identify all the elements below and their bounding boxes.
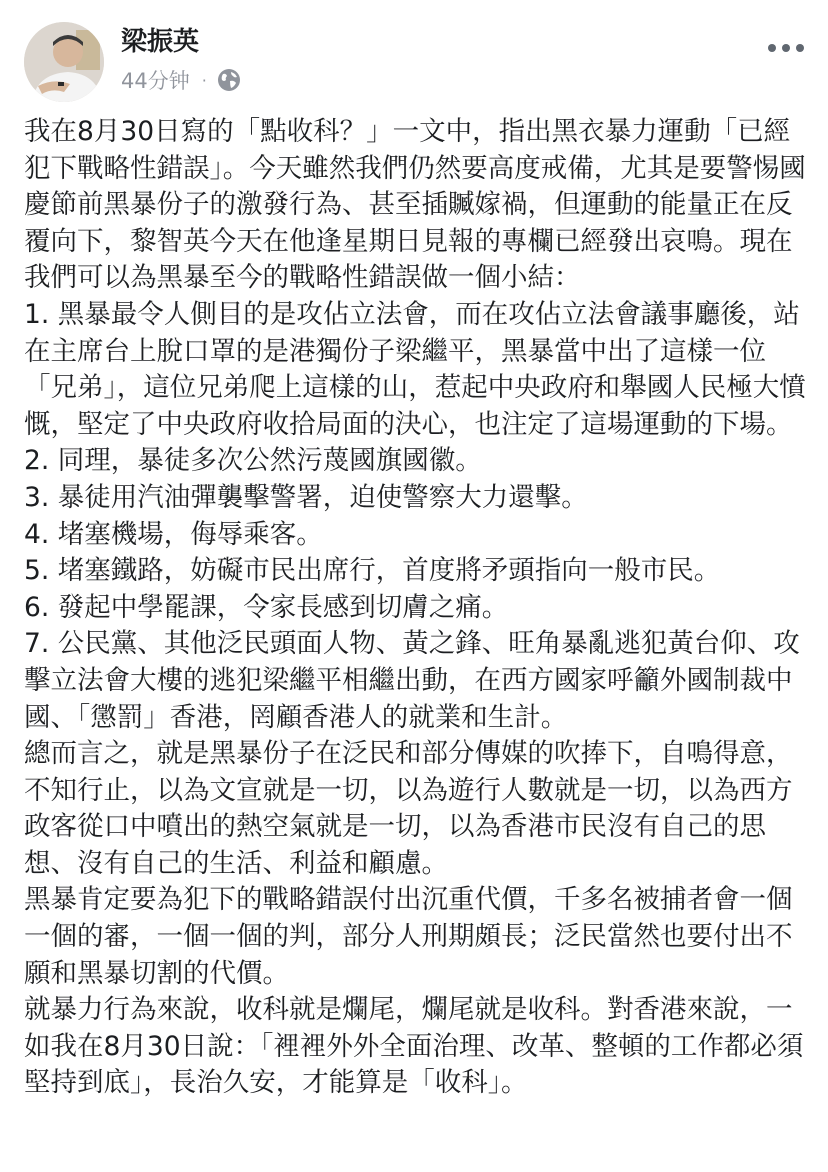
author-name[interactable]: 梁振英: [121, 27, 200, 57]
post-header: [0, 0, 828, 110]
post-paragraph: 5. 堵塞鐵路，妨礙市民出席行，首度將矛頭指向一般市民。: [24, 555, 721, 587]
post-paragraph: 我在8月30日寫的「點收科？」一文中，指出黑衣暴力運動「已經犯下戰略性錯誤」。今天雖然我們仍然要高度戒備，尤其是要警惕國慶節前黑暴份子的激發行為、甚至插贓嫁禍，但運動的能量正在反覆向下，黎智英今天在他逢星期日見報的專欄已經發出哀鳴。現在我們可以為黑暴至今的戰略性錯誤做一個小結：: [24, 116, 806, 294]
post-paragraph: 就暴力行為來說，收科就是爛尾，爛尾就是收科。對香港來說，一如我在8月30日說：「裡裡外外全面治理、改革、整頓的工作都必須堅持到底」，長治久安，才能算是「收科」。: [24, 994, 804, 1099]
post-paragraph: 黑暴肯定要為犯下的戰略錯誤付出沉重代價，千多名被捕者會一個一個的審，一個一個的判，部分人刑期頗長；泛民當然也要付出不願和黑暴切割的代價。: [24, 884, 793, 989]
post-paragraph: 7. 公民黨、其他泛民頭面人物、黃之鋒、旺角暴亂逃犯黃台仰、攻擊立法會大樓的逃犯梁繼平相繼出動，在西方國家呼籲外國制裁中國、「懲罰」香港，罔顧香港人的就業和生計。: [24, 628, 800, 733]
more-options-icon-dot: [796, 44, 804, 52]
post-paragraph: 3. 暴徒用汽油彈襲擊警署，迫使警察大力還擊。: [24, 481, 588, 513]
meta-separator: ·: [201, 70, 207, 90]
post-timestamp[interactable]: 44分钟: [121, 69, 190, 93]
post-body: [24, 114, 810, 1102]
post-paragraph: 4. 堵塞機場，侮辱乘客。: [24, 518, 323, 550]
avatar[interactable]: [24, 22, 104, 102]
post-paragraph: 總而言之，就是黑暴份子在泛民和部分傳媒的吹捧下，自鳴得意，不知行止，以為文宣就是一切，以為遊行人數就是一切，以為西方政客從口中噴出的熱空氣就是一切，以為香港市民沒有自己的思想、沒有自己的生活、利益和顧慮。: [24, 738, 793, 879]
post-meta: [121, 64, 241, 96]
more-options-icon-dot: [768, 44, 776, 52]
avatar-image: [24, 22, 104, 102]
globe-icon[interactable]: [217, 68, 241, 92]
post-paragraph: 6. 發起中學罷課，令家長感到切膚之痛。: [24, 591, 509, 623]
post-paragraph: 1. 黑暴最令人側目的是攻佔立法會，而在攻佔立法會議事廳後，站在主席台上脫口罩的是港獨份子梁繼平，黑暴當中出了這樣一位「兄弟」，這位兄弟爬上這樣的山，惹起中央政府和舉國人民極大憤慨，堅定了中央政府收拾局面的決心，也注定了這場運動的下場。: [24, 298, 806, 440]
post-paragraph: 2. 同理，暴徒多次公然污蔑國旗國徽。: [24, 445, 482, 477]
more-options-icon-dot: [782, 44, 790, 52]
more-options-button[interactable]: [768, 36, 804, 60]
